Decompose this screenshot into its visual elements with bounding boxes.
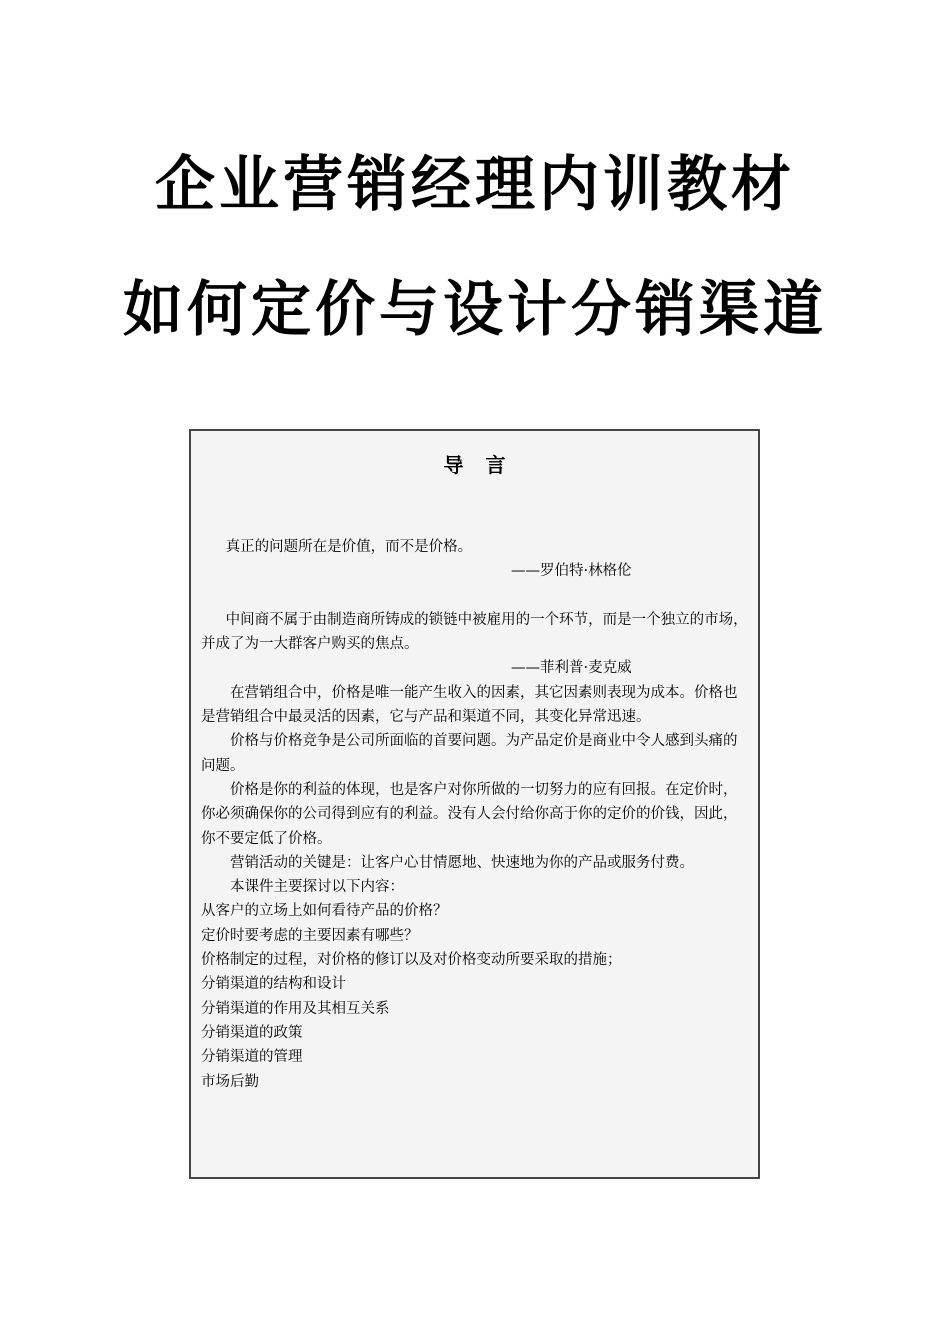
topic-item: 价格制定的过程，对价格的修订以及对价格变动所要采取的措施； xyxy=(201,952,622,969)
topic-item: 分销渠道的政策 xyxy=(201,1024,303,1041)
spacer xyxy=(201,584,751,608)
quote-1-attribution: ——罗伯特·林格伦 xyxy=(511,563,632,580)
quote-2-attribution: ——菲利普·麦克威 xyxy=(511,660,632,677)
introduction-box xyxy=(189,429,760,1179)
paragraph: 在营销组合中，价格是唯一能产生收入的因素，其它因素则表现为成本。价格也是营销组合中最灵活的因素，它与产品和渠道不同，其变化异常迅速。 xyxy=(201,684,738,726)
topic-item: 定价时要考虑的主要因素有哪些？ xyxy=(201,927,419,944)
document-title-line-2: 如何定价与设计分销渠道 xyxy=(123,275,827,345)
paragraph: 价格与价格竞争是公司所面临的首要问题。为产品定价是商业中令人感到头痛的问题。 xyxy=(201,733,738,774)
topic-item: 分销渠道的管理 xyxy=(201,1049,303,1066)
quote-1: 真正的问题所在是价值，而不是价格。 xyxy=(225,539,473,555)
paragraph: 价格是你的利益的体现，也是客户对你所做的一切努力的应有回报。在定价时，你必须确保你的公司得到应有的利益。没有人会付给你高于你的定价的价钱，因此，你不要定低了价格。 xyxy=(201,781,738,847)
document-title-line-1: 企业营销经理内训教材 xyxy=(155,150,795,220)
topic-item: 市场后勤 xyxy=(201,1073,259,1090)
topic-item: 分销渠道的作用及其相互关系 xyxy=(201,1000,390,1017)
introduction-content xyxy=(201,535,751,1094)
introduction-heading: 导言 xyxy=(443,453,528,477)
topic-item: 分销渠道的结构和设计 xyxy=(201,976,346,993)
quote-2: 中间商不属于由制造商所铸成的锁链中被雇用的一个环节，而是一个独立的市场，并成了为一大群客户购买的焦点。 xyxy=(201,611,748,653)
topic-item: 从客户的立场上如何看待产品的价格？ xyxy=(201,903,448,920)
paragraph: 营销活动的关键是：让客户心甘情愿地、快速地为你的产品或服务付费。 xyxy=(230,854,694,871)
paragraph: 本课件主要探讨以下内容： xyxy=(230,879,404,896)
